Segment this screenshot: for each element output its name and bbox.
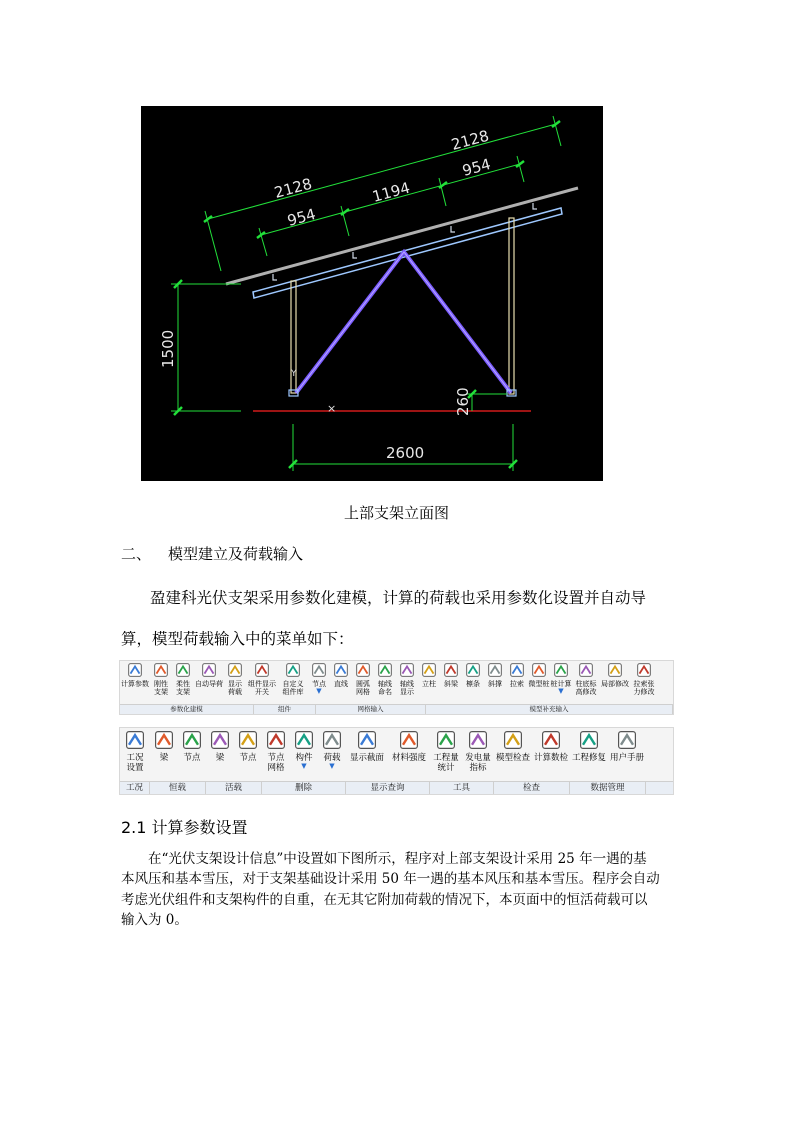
ribbon-button[interactable] xyxy=(346,728,388,773)
ribbon-group-label: 工具 xyxy=(430,782,494,794)
ribbon-button-label: 柱底标 高修改 xyxy=(575,680,597,696)
calc-check-icon xyxy=(539,728,563,752)
ribbon-button[interactable] xyxy=(120,728,150,773)
ribbon-modeling xyxy=(119,660,674,715)
ribbon-group-label: 组件 xyxy=(254,705,316,714)
ribbon-button-label: 节点 xyxy=(312,680,326,688)
ribbon-button-label: 梁 xyxy=(215,753,225,763)
cable-icon xyxy=(508,661,526,679)
ribbon-button-label: 局部修改 xyxy=(601,680,629,688)
node-icon xyxy=(310,661,328,679)
ribbon-loads xyxy=(119,727,674,795)
custom-library-icon xyxy=(284,661,302,679)
ribbon-group-label: 检查 xyxy=(494,782,570,794)
ribbon-button[interactable] xyxy=(462,728,494,773)
ribbon-button[interactable] xyxy=(430,728,462,773)
paragraph-line-1: 盈建科光伏支架采用参数化建模，计算的荷载也采用参数化设置并自动导 xyxy=(150,589,647,607)
ribbon-button-label: 圆弧 网格 xyxy=(356,680,370,696)
paragraph-line-2: 算，模型荷载输入中的菜单如下： xyxy=(121,630,354,648)
micro-pile-icon xyxy=(530,661,548,679)
dim-top-overall: 2128 xyxy=(272,174,314,202)
ribbon-button[interactable] xyxy=(572,661,600,696)
ribbon-button[interactable] xyxy=(206,728,234,773)
ribbon-button-label: 组件显示 开关 xyxy=(248,680,276,696)
ribbon-group-label: 显示查询 xyxy=(346,782,430,794)
purlin-icon xyxy=(464,661,482,679)
column-icon xyxy=(420,661,438,679)
ribbon-group-label: 数据管理 xyxy=(570,782,646,794)
ribbon-button-label: 檩条 xyxy=(466,680,480,688)
dim-top-segment: 954 xyxy=(285,205,318,230)
power-index-icon xyxy=(466,728,490,752)
ribbon-button[interactable] xyxy=(532,728,570,773)
brace-icon xyxy=(486,661,504,679)
body-line-3: 考虑光伏组件和支架构件的自重，在无其它附加荷载的情况下，本页面中的恒活荷载可以 xyxy=(121,892,648,908)
ribbon-button[interactable] xyxy=(278,661,308,696)
chevron-down-icon[interactable]: ▼ xyxy=(329,762,335,770)
subsection-title: 计算参数设置 xyxy=(151,818,248,837)
rigid-support-icon xyxy=(152,661,170,679)
ribbon-button[interactable] xyxy=(630,661,658,696)
ribbon-button-label: 斜撑 xyxy=(488,680,502,688)
ribbon-button-label: 自动导荷 xyxy=(195,680,223,688)
manual-icon xyxy=(615,728,639,752)
ribbon-group-label: 活载 xyxy=(206,782,262,794)
ribbon-button-label: 拉索 xyxy=(510,680,524,688)
delete-member-icon xyxy=(292,728,316,752)
auto-load-icon xyxy=(200,661,218,679)
chevron-down-icon[interactable]: ▼ xyxy=(301,762,307,770)
ribbon-button-label: 自定义 组件库 xyxy=(282,680,304,696)
ribbon-button[interactable] xyxy=(120,661,150,696)
show-section-icon xyxy=(355,728,379,752)
frame-node-load-icon xyxy=(180,728,204,752)
ribbon-button[interactable] xyxy=(178,728,206,773)
ribbon-button-label: 构件 xyxy=(295,753,313,763)
quantity-icon xyxy=(434,728,458,752)
ribbon-button[interactable] xyxy=(290,728,318,773)
rear-column xyxy=(509,218,514,394)
dim-span: 2600 xyxy=(386,444,425,462)
ribbon-button-label: 工程量 统计 xyxy=(433,753,459,773)
body-line-1: 在“光伏支架设计信息”中设置如下图所示，程序对上部支架设计采用 25 年一遇的基 xyxy=(148,851,647,867)
local-edit-icon xyxy=(606,661,624,679)
ribbon-button[interactable] xyxy=(396,661,418,696)
ribbon-button-label: 材料强度 xyxy=(391,753,426,763)
ribbon-group-label: 模型补充输入 xyxy=(426,705,673,714)
show-load-icon xyxy=(226,661,244,679)
ribbon-button-label: 轴线 命名 xyxy=(378,680,392,696)
ribbon-button-label: 立柱 xyxy=(422,680,436,688)
ribbon-button[interactable] xyxy=(388,728,430,773)
flexible-support-icon xyxy=(174,661,192,679)
ribbon-button[interactable] xyxy=(608,728,646,773)
ribbon-button-label: 计算参数 xyxy=(121,680,149,688)
repair-icon xyxy=(577,728,601,752)
inclined-beam-icon xyxy=(442,661,460,679)
ribbon-button[interactable] xyxy=(418,661,440,696)
dimension-lines xyxy=(171,116,561,471)
chevron-down-icon[interactable]: ▼ xyxy=(316,687,322,695)
ribbon-group-label: 网格输入 xyxy=(316,705,426,714)
live-beam-load-icon xyxy=(208,728,232,752)
ribbon-button-label: 拉索张 力修改 xyxy=(633,680,655,696)
ribbon-button[interactable] xyxy=(234,728,262,773)
ribbon-group-label: 删除 xyxy=(262,782,346,794)
ribbon-button[interactable] xyxy=(330,661,352,696)
ribbon-button[interactable] xyxy=(570,728,608,773)
ribbon-button-label: 计算数检 xyxy=(533,753,568,763)
dim-foot: 260 xyxy=(454,387,472,416)
ribbon-button-label: 轴线 显示 xyxy=(400,680,414,696)
ribbon-button[interactable] xyxy=(262,728,290,773)
delete-load-icon xyxy=(320,728,344,752)
ribbon-button[interactable] xyxy=(308,661,330,696)
section-heading xyxy=(121,543,303,564)
ribbon-button[interactable] xyxy=(494,728,532,773)
ribbon-button-label: 桩计算 xyxy=(550,680,572,688)
ribbon-button-label: 节点 xyxy=(183,753,201,763)
ribbon-group-label: 工况 xyxy=(120,782,150,794)
ribbon-button[interactable] xyxy=(506,661,528,696)
ribbon-button[interactable] xyxy=(440,661,462,696)
load-case-icon xyxy=(123,728,147,752)
subsection-number: 2.1 xyxy=(121,818,147,837)
ribbon-group-label: 参数化建模 xyxy=(120,705,254,714)
ribbon-button-label: 模型检查 xyxy=(495,753,530,763)
model-check-icon xyxy=(501,728,525,752)
ribbon-button[interactable] xyxy=(352,661,374,696)
dim-top-mid: 1194 xyxy=(370,178,412,206)
frame-beam-load-icon xyxy=(152,728,176,752)
chevron-down-icon[interactable]: ▼ xyxy=(558,687,564,695)
body-line-2: 本风压和基本雪压，对于支架基础设计采用 50 年一遇的基本风压和基本雪压。程序会自动 xyxy=(121,871,660,887)
ribbon-button[interactable] xyxy=(528,661,550,696)
ribbon-button-label: 柔性 支架 xyxy=(176,680,190,696)
cable-tension-icon xyxy=(635,661,653,679)
ribbon-button[interactable] xyxy=(484,661,506,696)
ribbon-button-label: 节点 网格 xyxy=(267,753,285,773)
calc-params-icon xyxy=(126,661,144,679)
ribbon-button[interactable] xyxy=(246,661,278,696)
ribbon-button-label: 显示 荷载 xyxy=(228,680,242,696)
ribbon-button[interactable] xyxy=(150,661,172,696)
ribbon-group-label: 恒载 xyxy=(150,782,206,794)
ribbon-button[interactable] xyxy=(172,661,194,696)
ribbon-button-label: 直线 xyxy=(334,680,348,688)
dimension-ticks xyxy=(174,121,560,468)
section-title: 模型建立及荷载输入 xyxy=(168,545,304,563)
dim-top-segment-right: 954 xyxy=(460,155,493,180)
ribbon-button-label: 斜梁 xyxy=(444,680,458,688)
svg-text:Y: Y xyxy=(291,369,297,379)
ribbon-button-label: 荷载 xyxy=(323,753,341,763)
axis-name-icon xyxy=(376,661,394,679)
ribbon-button[interactable] xyxy=(318,728,346,773)
ribbon-button-label: 工程修复 xyxy=(571,753,606,763)
arc-grid-icon xyxy=(354,661,372,679)
figure-caption: 上部支架立面图 xyxy=(343,504,449,522)
ribbon-button[interactable] xyxy=(224,661,246,696)
ribbon-button-label: 微型桩 xyxy=(528,680,550,688)
subsection-heading xyxy=(121,815,248,838)
braces xyxy=(296,252,511,393)
svg-text:×: × xyxy=(327,402,337,415)
ribbon-button-label: 节点 xyxy=(239,753,257,763)
ribbon-button[interactable] xyxy=(374,661,396,696)
delete-node-icon xyxy=(264,728,288,752)
ribbon-button-label: 发电量 指标 xyxy=(465,753,491,773)
ribbon-button-label: 显示截面 xyxy=(349,753,384,763)
ribbon-button-label: 刚性 支架 xyxy=(154,680,168,696)
ribbon-button-label: 用户手册 xyxy=(609,753,644,763)
module-display-icon xyxy=(253,661,271,679)
pile-calc-icon xyxy=(552,661,570,679)
ribbon-button[interactable] xyxy=(150,728,178,773)
section-number: 二、 xyxy=(121,545,152,563)
ribbon-button-label: 工况 设置 xyxy=(126,753,144,773)
elevation-drawing xyxy=(141,106,603,481)
live-node-load-icon xyxy=(236,728,260,752)
dim-top-overall-right: 2128 xyxy=(449,126,491,154)
ribbon-button[interactable] xyxy=(550,661,572,696)
body-line-4: 输入为 0。 xyxy=(121,912,188,928)
line-icon xyxy=(332,661,350,679)
pv-module xyxy=(226,188,578,284)
ribbon-button[interactable] xyxy=(600,661,630,696)
ribbon-button-label: 梁 xyxy=(159,753,169,763)
material-strength-icon xyxy=(397,728,421,752)
column-base-icon xyxy=(577,661,595,679)
ribbon-button[interactable] xyxy=(194,661,224,696)
axis-show-icon xyxy=(398,661,416,679)
ribbon-button[interactable] xyxy=(462,661,484,696)
dim-height: 1500 xyxy=(159,329,177,368)
elevation-svg xyxy=(141,106,603,481)
